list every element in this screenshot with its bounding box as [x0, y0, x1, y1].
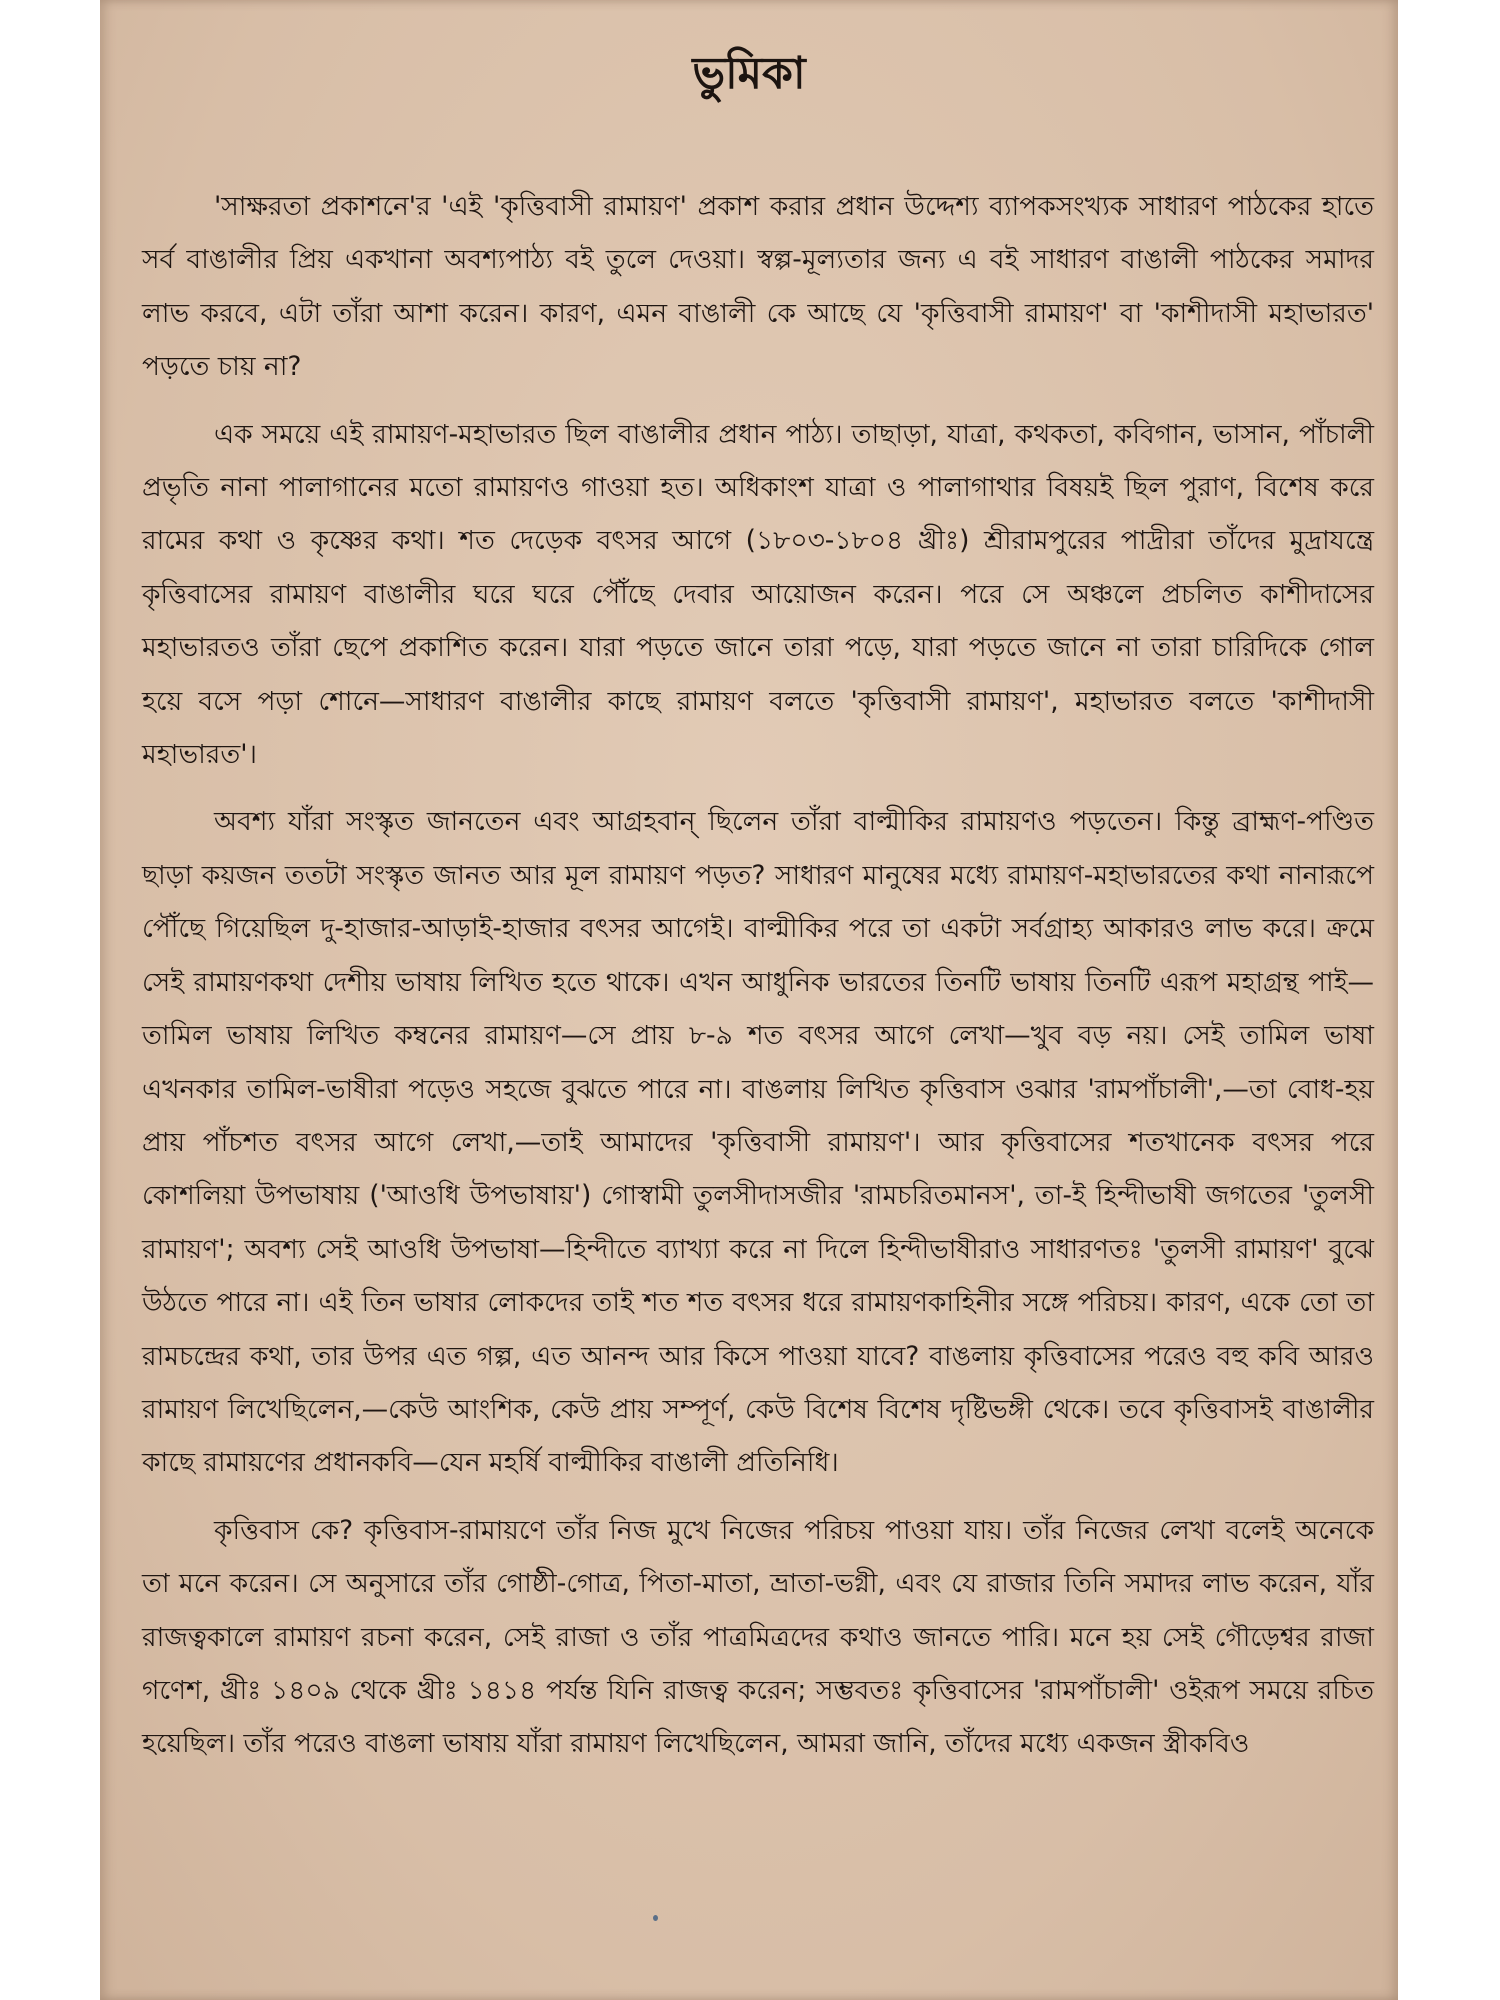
paragraph-2: এক সময়ে এই রামায়ণ-মহাভারত ছিল বাঙালীর প্রধান পাঠ্য। তাছাড়া, যাত্রা, কথকতা, কবিগান, ভাসান, পাঁচালী প্রভৃতি নানা পালাগানের মতো রামায়ণও গাওয়া হত। অধিকাংশ যাত্রা ও পালাগাথার বিষয়ই ছিল পুরাণ, বিশেষ করে রামের কথা ও কৃষ্ণের কথা। শত দেড়েক বৎসর আগে (১৮০৩-১৮০৪ খ্রীঃ) শ্রীরামপুরের পাদ্রীরা তাঁদের মুদ্রাযন্ত্রে কৃত্তিবাসের রামায়ণ বাঙালীর ঘরে ঘরে পৌঁছে দেবার আয়োজন করেন। পরে সে অঞ্চলে প্রচলিত কাশীদাসের মহাভারতও তাঁরা ছেপে প্রকাশিত করেন। যারা পড়তে জানে তারা পড়ে, যারা পড়তে জানে না তারা চারিদিকে গোল হয়ে বসে পড়া শোনে—সাধারণ বাঙালীর কাছে রামায়ণ বলতে 'কৃত্তিবাসী রামায়ণ', মহাভারত বলতে 'কাশীদাসী মহাভারত'।: [142, 418, 1374, 771]
paragraph-4: কৃত্তিবাস কে? কৃত্তিবাস-রামায়ণে তাঁর নিজ মুখে নিজের পরিচয় পাওয়া যায়। তাঁর নিজের লেখা বলেই অনেকে তা মনে করেন। সে অনুসারে তাঁর গোষ্ঠী-গোত্র, পিতা-মাতা, ভ্রাতা-ভগ্নী, এবং যে রাজার তিনি সমাদর লাভ করেন, যাঁর রাজত্বকালে রামায়ণ রচনা করেন, সেই রাজা ও তাঁর পাত্রমিত্রদের কথাও জানতে পারি। মনে হয় সেই গৌড়েশ্বর রাজা গণেশ, খ্রীঃ ১৪০৯ থেকে খ্রীঃ ১৪১৪ পর্যন্ত যিনি রাজত্ব করেন; সম্ভবতঃ কৃত্তিবাসের 'রামপাঁচালী' ওইরূপ সময়ে রচিত হয়েছিল। তাঁর পরেও বাঙলা ভাষায় যাঁরা রামায়ণ লিখেছিলেন, আমরা জানি, তাঁদের মধ্যে একজন স্ত্রীকবিও: [142, 1514, 1374, 1760]
page-title: ভুমিকা: [692, 48, 806, 99]
page-body: [142, 180, 1374, 1771]
book-page: [100, 0, 1398, 2000]
ink-speck: [653, 1915, 658, 1921]
paragraph-1: 'সাক্ষরতা প্রকাশনে'র 'এই 'কৃত্তিবাসী রামায়ণ' প্রকাশ করার প্রধান উদ্দেশ্য ব্যাপকসংখ্যক সাধারণ পাঠকের হাতে সর্ব বাঙালীর প্রিয় একখানা অবশ্যপাঠ্য বই তুলে দেওয়া। স্বল্প-মূল্যতার জন্য এ বই সাধারণ বাঙালী পাঠকের সমাদর লাভ করবে, এটা তাঁরা আশা করেন। কারণ, এমন বাঙালী কে আছে যে 'কৃত্তিবাসী রামায়ণ' বা 'কাশীদাসী মহাভারত' পড়তে চায় না?: [142, 191, 1374, 383]
paragraph-3: অবশ্য যাঁরা সংস্কৃত জানতেন এবং আগ্রহবান্ ছিলেন তাঁরা বাল্মীকির রামায়ণও পড়তেন। কিন্তু ব্রাহ্মণ-পণ্ডিত ছাড়া কয়জন ততটা সংস্কৃত জানত আর মূল রামায়ণ পড়ত? সাধারণ মানুষের মধ্যে রামায়ণ-মহাভারতের কথা নানারূপে পৌঁছে গিয়েছিল দু-হাজার-আড়াই-হাজার বৎসর আগেই। বাল্মীকির পরে তা একটা সর্বগ্রাহ্য আকারও লাভ করে। ক্রমে সেই রামায়ণকথা দেশীয় ভাষায় লিখিত হতে থাকে। এখন আধুনিক ভারতের তিনটি ভাষায় তিনটি এরূপ মহাগ্রন্থ পাই—তামিল ভাষায় লিখিত কম্বনের রামায়ণ—সে প্রায় ৮-৯ শত বৎসর আগে লেখা—খুব বড় নয়। সেই তামিল ভাষা এখনকার তামিল-ভাষীরা পড়েও সহজে বুঝতে পারে না। বাঙলায় লিখিত কৃত্তিবাস ওঝার 'রামপাঁচালী',—তা বোধ-হয় প্রায় পাঁচশত বৎসর আগে লেখা,—তাই আমাদের 'কৃত্তিবাসী রামায়ণ'। আর কৃত্তিবাসের শতখানেক বৎসর পরে কোশলিয়া উপভাষায় ('আওধি উপভাষায়') গোস্বামী তুলসীদাসজীর 'রামচরিতমানস', তা-ই হিন্দীভাষী জগতের 'তুলসী রামায়ণ'; অবশ্য সেই আওধি উপভাষা—হিন্দীতে ব্যাখ্যা করে না দিলে হিন্দীভাষীরাও সাধারণতঃ 'তুলসী রামায়ণ' বুঝে উঠতে পারে না। এই তিন ভাষার লোকদের তাই শত শত বৎসর ধরে রামায়ণকাহিনীর সঙ্গে পরিচয়। কারণ, একে তো তা রামচন্দ্রের কথা, তার উপর এত গল্প, এত আনন্দ আর কিসে পাওয়া যাবে? বাঙলায় কৃত্তিবাসের পরেও বহু কবি আরও রামায়ণ লিখেছিলেন,—কেউ আংশিক, কেউ প্রায় সম্পূর্ণ, কেউ বিশেষ বিশেষ দৃষ্টিভঙ্গী থেকে। তবে কৃত্তিবাসই বাঙালীর কাছে রামায়ণের প্রধানকবি—যেন মহর্ষি বাল্মীকির বাঙালী প্রতিনিধি।: [142, 806, 1374, 1479]
